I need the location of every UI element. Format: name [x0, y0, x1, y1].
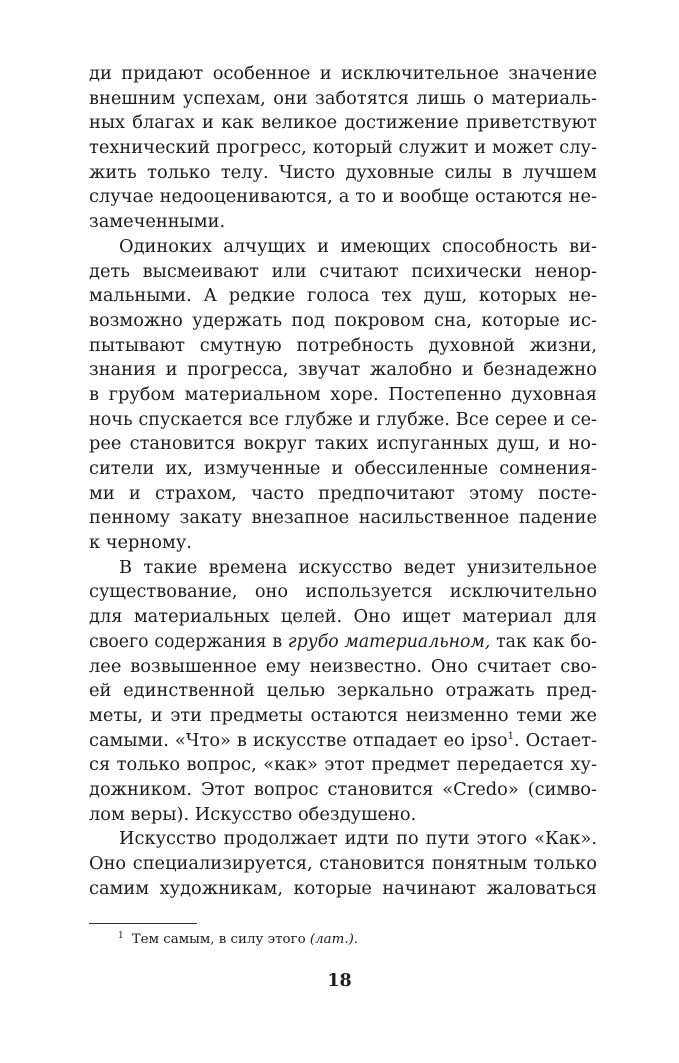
footnote-italic: (лат.): [309, 932, 354, 947]
text-line: возможно удержать под покровом сна, которые ис-: [89, 309, 597, 331]
italic-phrase: грубо материальном,: [287, 631, 491, 652]
text-line: сители их, измученные и обессиленные сомнения-: [89, 458, 597, 479]
text-line: самим художникам, которые начинают жаловаться: [89, 877, 597, 899]
text-line: случае недооцениваются, а то и вообще остаются не-: [89, 186, 597, 208]
text-line: ей единственной целью зеркально отражать пред-: [89, 680, 597, 702]
text-span: самыми. «Что» в искусстве отпадает eo ipso: [89, 729, 508, 751]
footnote-reference: 1: [507, 730, 514, 742]
text-line: ми и страхом, часто предпочитают этому посте-: [89, 482, 597, 504]
text-line-with-italic: [89, 630, 597, 655]
footnote-divider: [89, 923, 197, 924]
text-line: рее становится вокруг таких испуганных душ, и но-: [89, 433, 597, 455]
footnote-text: Тем самым, в силу этого: [131, 932, 310, 947]
text-line: знания и прогресса, звучат жалобно и безнадежно: [89, 359, 597, 381]
text-line: ных благах и как великое достижение приветствуют: [89, 112, 597, 134]
text-line: мальными. А редкие голоса тех душ, которых не-: [89, 285, 597, 307]
text-line: пытывают смутную потребность духовной жизни,: [89, 334, 597, 356]
footnote-marker: 1: [118, 931, 124, 941]
page-number: 18: [327, 971, 352, 991]
text-line: В такие времена искусство ведет унизительное: [119, 556, 597, 578]
text-line: деть высмеивают или считают психически ненор-: [89, 260, 597, 282]
text-line: для материальных целей. Оно ищет материал для: [89, 606, 597, 628]
text-line: Одиноких алчущих и имеющих способность ви-: [119, 235, 597, 257]
text-span: . Остает-: [514, 729, 597, 751]
footnote: [118, 931, 358, 949]
text-line: ся только вопрос, «как» этот предмет передается ху-: [89, 754, 597, 776]
text-line: дожником. Этот вопрос становится «Credo» (симво-: [89, 778, 597, 800]
text-line: к черному.: [89, 532, 192, 554]
text-line-with-footnote-ref: [89, 729, 597, 754]
text-line: ди придают особенное и исключительное значение: [89, 63, 597, 84]
text-line: жить только телу. Чисто духовные силы в лучшем: [89, 161, 597, 183]
text-span: своего содержания в: [89, 631, 288, 652]
text-line: внешним успехам, они заботятся лишь о материаль-: [89, 87, 597, 109]
text-line: лее возвышенное ему неизвестно. Оно считает сво-: [89, 655, 597, 677]
text-line: технический прогресс, который служит и может слу-: [89, 137, 597, 159]
text-line: ночь спускается все глубже и глубже. Все серее и се-: [89, 409, 597, 430]
text-line: существование, оно используется исключительно: [89, 581, 597, 603]
text-line: лом веры). Искусство обездушено.: [89, 803, 417, 825]
body-text: [89, 62, 597, 901]
text-span: так как бо-: [490, 631, 597, 652]
text-line: пенному закату внезапное насильственное падение: [89, 507, 597, 529]
text-line: Оно специализируется, становится понятным только: [89, 853, 597, 874]
text-line: в грубом материальном хоре. Постепенно духовная: [89, 383, 597, 405]
text-line: замеченными.: [89, 211, 226, 233]
text-line: меты, и эти предметы остаются неизменно теми же: [89, 704, 597, 726]
footnote-end: .: [353, 932, 359, 947]
text-line: Искусство продолжает идти по пути этого «Как».: [119, 828, 597, 850]
